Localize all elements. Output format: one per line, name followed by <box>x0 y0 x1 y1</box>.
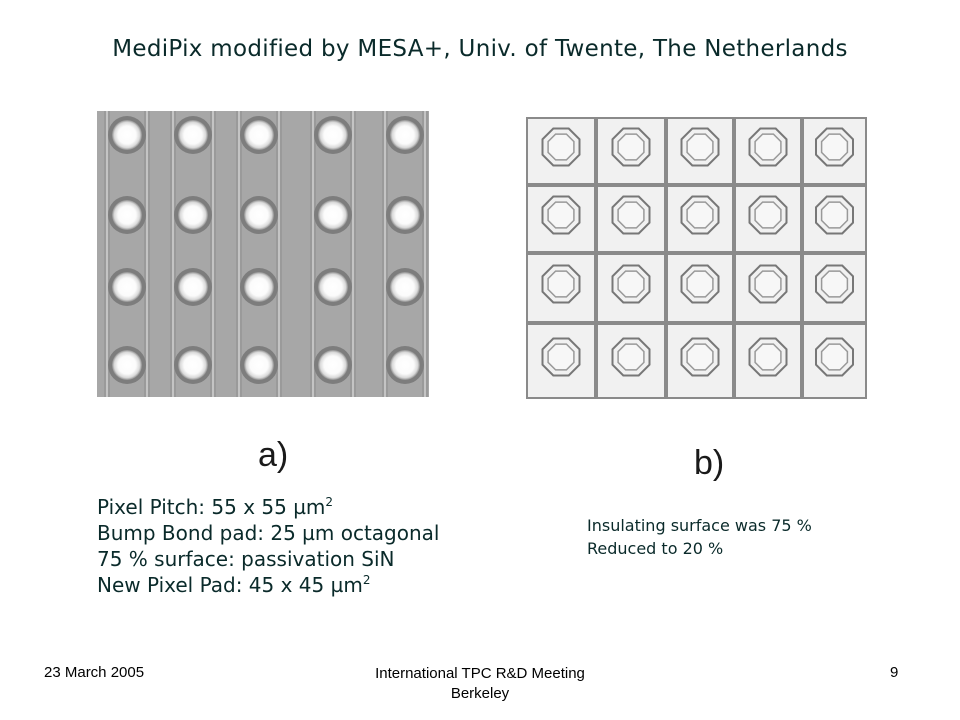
bump-pad <box>112 200 142 230</box>
octagonal-pad-inner <box>618 271 644 297</box>
spec-bump-bond: Bump Bond pad: 25 µm octagonal <box>97 521 440 545</box>
micrograph-original-pads <box>97 111 429 397</box>
grid-line-vertical <box>664 117 668 399</box>
bump-pad <box>112 120 142 150</box>
bump-pad <box>178 350 208 380</box>
micrograph-b-drawing <box>526 117 867 399</box>
stripe-highlight <box>212 111 214 397</box>
bump-pad <box>244 272 274 302</box>
footer-event-line-2: Berkeley <box>450 685 510 702</box>
stripe-highlight <box>172 111 174 397</box>
grid-line-vertical <box>526 117 528 399</box>
octagonal-pad-inner <box>755 202 781 228</box>
spec-pixel-pitch-sup: 2 <box>325 495 334 509</box>
grid-line-vertical <box>800 117 804 399</box>
micrograph-modified-pads <box>526 117 867 399</box>
spec-pixel-pitch-text: Pixel Pitch: 55 x 55 µm <box>97 495 326 519</box>
octagonal-pad-inner <box>687 271 713 297</box>
grid-line-horizontal <box>526 251 867 255</box>
micrograph-a-drawing <box>97 111 429 397</box>
stripe-highlight <box>238 111 240 397</box>
spec-surface: 75 % surface: passivation SiN <box>97 547 395 571</box>
grid-line-vertical <box>865 117 867 399</box>
octagonal-pad-inner <box>548 271 574 297</box>
octagonal-pad-inner <box>755 344 781 370</box>
bump-pad <box>318 200 348 230</box>
bump-pad <box>318 120 348 150</box>
spec-new-pad-text: New Pixel Pad: 45 x 45 µm <box>97 573 363 597</box>
octagonal-pad-inner <box>548 344 574 370</box>
slide-title: MediPix modified by MESA+, Univ. of Twente, The Netherlands <box>112 36 848 62</box>
octagonal-pad-inner <box>822 271 848 297</box>
bump-pad <box>390 272 420 302</box>
page-number: 9 <box>890 664 899 681</box>
octagonal-pad-inner <box>755 271 781 297</box>
stripe-highlight <box>384 111 386 397</box>
stripe-highlight <box>424 111 426 397</box>
bump-pad <box>244 350 274 380</box>
octagonal-pad-inner <box>548 134 574 160</box>
note-line-1: Insulating surface was 75 % <box>587 516 812 535</box>
bump-pad <box>390 120 420 150</box>
spec-new-pad <box>97 572 439 598</box>
bump-pad <box>112 272 142 302</box>
figure-a-label: a) <box>258 436 289 474</box>
octagonal-pad-inner <box>618 134 644 160</box>
bump-pad <box>244 200 274 230</box>
spec-pixel-pitch <box>97 494 439 520</box>
bump-pad <box>244 120 274 150</box>
stripe-highlight <box>312 111 314 397</box>
bump-pad <box>390 200 420 230</box>
spec-new-pad-sup: 2 <box>362 573 371 587</box>
footer-event-line-1: International TPC R&D Meeting <box>375 665 585 682</box>
note-line-2: Reduced to 20 % <box>587 539 724 558</box>
bump-pad <box>112 350 142 380</box>
bump-pad <box>178 272 208 302</box>
grid-line-vertical <box>594 117 598 399</box>
octagonal-pad-inner <box>618 344 644 370</box>
octagonal-pad-inner <box>687 134 713 160</box>
footer-event <box>300 664 660 704</box>
octagonal-pad-inner <box>822 134 848 160</box>
footer-date: 23 March 2005 <box>44 664 145 681</box>
grid-line-horizontal <box>526 321 867 325</box>
stripe-highlight <box>352 111 354 397</box>
bump-pad <box>178 120 208 150</box>
octagonal-pad-inner <box>548 202 574 228</box>
grid-line-horizontal <box>526 183 867 187</box>
octagonal-pad-inner <box>755 134 781 160</box>
octagonal-pad-inner <box>618 202 644 228</box>
figure-b-label: b) <box>694 444 725 482</box>
stripe-highlight <box>278 111 280 397</box>
grid-line-horizontal <box>526 397 867 399</box>
bump-pad <box>390 350 420 380</box>
bump-pad <box>178 200 208 230</box>
insulation-note <box>587 514 812 560</box>
bump-pad <box>318 272 348 302</box>
octagonal-pad-inner <box>822 344 848 370</box>
octagonal-pad-inner <box>822 202 848 228</box>
octagonal-pad-inner <box>687 202 713 228</box>
stripe-highlight <box>106 111 108 397</box>
grid-line-horizontal <box>526 117 867 119</box>
pixel-specs <box>97 494 439 598</box>
bump-pad <box>318 350 348 380</box>
grid-line-vertical <box>732 117 736 399</box>
stripe-highlight <box>146 111 148 397</box>
octagonal-pad-inner <box>687 344 713 370</box>
